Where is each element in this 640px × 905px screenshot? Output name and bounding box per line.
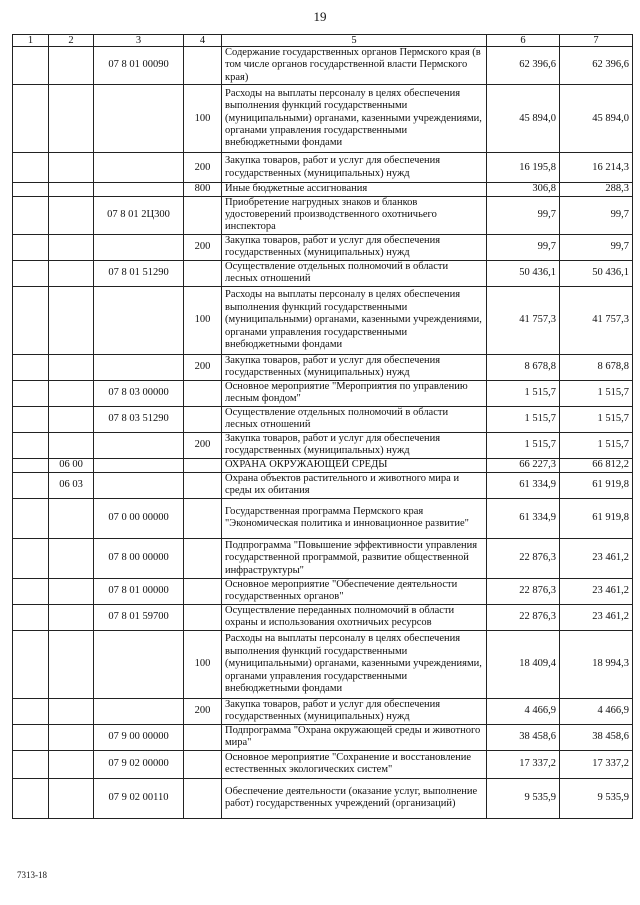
target-article-code [94,153,184,183]
column-header: 2 [49,35,94,47]
table-row [13,153,633,183]
subsection-code [49,778,94,818]
section-code [13,153,49,183]
description: Расходы на выплаты персоналу в целях обеспечения выполнения функций государственными (муниципальными) органами, казенными учреждениями, органами управления государственными внебюджетными фондами [222,286,487,354]
amount-2019: 61 334,9 [487,472,560,498]
description: Охрана объектов растительного и животного мира и среды их обитания [222,472,487,498]
amount-2020: 38 458,6 [560,724,633,750]
table-row [13,286,633,354]
subsection-code [49,260,94,286]
expense-type-code [184,604,222,630]
subsection-code [49,750,94,778]
target-article-code [94,698,184,724]
expense-type-code [184,196,222,234]
subsection-code [49,538,94,578]
amount-2019: 45 894,0 [487,85,560,153]
amount-2019: 61 334,9 [487,498,560,538]
amount-2020: 99,7 [560,196,633,234]
amount-2019: 1 515,7 [487,406,560,432]
section-code [13,47,49,85]
amount-2019: 66 227,3 [487,458,560,472]
amount-2019: 99,7 [487,196,560,234]
subsection-code [49,286,94,354]
amount-2019: 22 876,3 [487,578,560,604]
expense-type-code [184,260,222,286]
description: Закупка товаров, работ и услуг для обеспечения государственных (муниципальных) нужд [222,153,487,183]
expense-type-code: 100 [184,286,222,354]
target-article-code: 07 8 03 00000 [94,380,184,406]
section-code [13,538,49,578]
section-code [13,724,49,750]
table-row [13,85,633,153]
target-article-code: 07 8 01 00090 [94,47,184,85]
subsection-code [49,85,94,153]
section-code [13,85,49,153]
table-row [13,183,633,196]
amount-2020: 23 461,2 [560,538,633,578]
amount-2020: 61 919,8 [560,498,633,538]
expense-type-code [184,578,222,604]
description: Расходы на выплаты персоналу в целях обеспечения выполнения функций государственными (муниципальными) органами, казенными учреждениями, органами управления государственными внебюджетными фондами [222,630,487,698]
target-article-code [94,432,184,458]
amount-2019: 1 515,7 [487,432,560,458]
target-article-code: 07 8 01 2Ц300 [94,196,184,234]
expense-type-code [184,472,222,498]
description: Основное мероприятие "Мероприятия по управлению лесным фондом" [222,380,487,406]
description: Подпрограмма "Повышение эффективности управления государственной программой, развитие общественной инфраструктуры" [222,538,487,578]
description: Закупка товаров, работ и услуг для обеспечения государственных (муниципальных) нужд [222,698,487,724]
expense-type-code [184,724,222,750]
section-code [13,604,49,630]
target-article-code: 07 9 00 00000 [94,724,184,750]
description: Осуществление переданных полномочий в области охраны и использования охотничьих ресурсов [222,604,487,630]
amount-2019: 22 876,3 [487,604,560,630]
amount-2020: 45 894,0 [560,85,633,153]
section-code [13,260,49,286]
expense-type-code: 200 [184,354,222,380]
amount-2020: 99,7 [560,234,633,260]
table-row [13,354,633,380]
section-code [13,458,49,472]
section-code [13,196,49,234]
amount-2019: 50 436,1 [487,260,560,286]
expense-type-code [184,380,222,406]
table-row [13,750,633,778]
budget-table [12,34,633,819]
description: Содержание государственных органов Пермского края (в том числе органов государственной власти Пермского края) [222,47,487,85]
amount-2019: 1 515,7 [487,380,560,406]
description: Подпрограмма "Охрана окружающей среды и животного мира" [222,724,487,750]
table-row [13,472,633,498]
table-row [13,260,633,286]
subsection-code [49,196,94,234]
amount-2020: 4 466,9 [560,698,633,724]
table-row [13,196,633,234]
table-row [13,778,633,818]
amount-2020: 18 994,3 [560,630,633,698]
description: Иные бюджетные ассигнования [222,183,487,196]
description: Государственная программа Пермского края "Экономическая политика и инновационное развитие" [222,498,487,538]
amount-2020: 1 515,7 [560,380,633,406]
description: Приобретение нагрудных знаков и бланков удостоверений производственного охотничьего инспектора [222,196,487,234]
expense-type-code: 100 [184,630,222,698]
section-code [13,354,49,380]
amount-2020: 1 515,7 [560,406,633,432]
description: Закупка товаров, работ и услуг для обеспечения государственных (муниципальных) нужд [222,354,487,380]
amount-2020: 62 396,6 [560,47,633,85]
subsection-code [49,604,94,630]
amount-2020: 61 919,8 [560,472,633,498]
section-code [13,778,49,818]
expense-type-code: 800 [184,183,222,196]
section-code [13,630,49,698]
expense-type-code [184,47,222,85]
amount-2019: 17 337,2 [487,750,560,778]
amount-2020: 41 757,3 [560,286,633,354]
amount-2020: 16 214,3 [560,153,633,183]
section-code [13,234,49,260]
amount-2019: 38 458,6 [487,724,560,750]
table-row [13,498,633,538]
column-header: 6 [487,35,560,47]
table-row [13,604,633,630]
table-row [13,380,633,406]
page-number: 19 [313,9,327,24]
subsection-code [49,153,94,183]
section-code [13,432,49,458]
description: Закупка товаров, работ и услуг для обеспечения государственных (муниципальных) нужд [222,234,487,260]
expense-type-code [184,538,222,578]
description: ОХРАНА ОКРУЖАЮЩЕЙ СРЕДЫ [222,458,487,472]
column-header: 3 [94,35,184,47]
description: Осуществление отдельных полномочий в области лесных отношений [222,406,487,432]
target-article-code [94,354,184,380]
section-code [13,183,49,196]
section-code [13,750,49,778]
subsection-code [49,578,94,604]
target-article-code: 07 0 00 00000 [94,498,184,538]
expense-type-code: 200 [184,432,222,458]
amount-2019: 4 466,9 [487,698,560,724]
amount-2020: 1 515,7 [560,432,633,458]
target-article-code: 07 8 00 00000 [94,538,184,578]
amount-2020: 23 461,2 [560,578,633,604]
description: Обеспечение деятельности (оказание услуг, выполнение работ) государственных учреждений (организаций) [222,778,487,818]
expense-type-code: 100 [184,85,222,153]
table-row [13,406,633,432]
subsection-code [49,354,94,380]
table-row [13,698,633,724]
expense-type-code: 200 [184,153,222,183]
subsection-code [49,724,94,750]
subsection-code [49,498,94,538]
target-article-code: 07 8 03 51290 [94,406,184,432]
section-code [13,406,49,432]
expense-type-code [184,750,222,778]
amount-2020: 23 461,2 [560,604,633,630]
section-code [13,578,49,604]
target-article-code: 07 8 01 59700 [94,604,184,630]
subsection-code: 06 03 [49,472,94,498]
section-code [13,380,49,406]
expense-type-code [184,498,222,538]
description: Расходы на выплаты персоналу в целях обеспечения выполнения функций государственными (муниципальными) органами, казенными учреждениями, органами управления государственными внебюджетными фондами [222,85,487,153]
amount-2019: 99,7 [487,234,560,260]
subsection-code [49,47,94,85]
target-article-code [94,472,184,498]
amount-2020: 66 812,2 [560,458,633,472]
amount-2019: 8 678,8 [487,354,560,380]
amount-2020: 9 535,9 [560,778,633,818]
document-code: 7313-18 [17,870,47,880]
amount-2019: 306,8 [487,183,560,196]
subsection-code [49,380,94,406]
target-article-code [94,630,184,698]
column-header: 5 [222,35,487,47]
section-code [13,498,49,538]
amount-2019: 18 409,4 [487,630,560,698]
amount-2019: 62 396,6 [487,47,560,85]
expense-type-code: 200 [184,234,222,260]
target-article-code [94,183,184,196]
table-header-row [13,35,633,47]
subsection-code [49,698,94,724]
table-row [13,630,633,698]
target-article-code: 07 8 01 00000 [94,578,184,604]
target-article-code: 07 9 02 00110 [94,778,184,818]
amount-2020: 8 678,8 [560,354,633,380]
table-row [13,432,633,458]
description: Закупка товаров, работ и услуг для обеспечения государственных (муниципальных) нужд [222,432,487,458]
subsection-code: 06 00 [49,458,94,472]
subsection-code [49,183,94,196]
table-row [13,724,633,750]
target-article-code: 07 9 02 00000 [94,750,184,778]
description: Осуществление отдельных полномочий в области лесных отношений [222,260,487,286]
amount-2019: 16 195,8 [487,153,560,183]
subsection-code [49,234,94,260]
target-article-code [94,85,184,153]
target-article-code: 07 8 01 51290 [94,260,184,286]
amount-2020: 17 337,2 [560,750,633,778]
target-article-code [94,458,184,472]
section-code [13,472,49,498]
amount-2020: 288,3 [560,183,633,196]
expense-type-code [184,406,222,432]
table-row [13,47,633,85]
amount-2019: 41 757,3 [487,286,560,354]
expense-type-code [184,778,222,818]
section-code [13,698,49,724]
amount-2019: 9 535,9 [487,778,560,818]
table-row [13,458,633,472]
column-header: 4 [184,35,222,47]
subsection-code [49,630,94,698]
table-row [13,538,633,578]
expense-type-code [184,458,222,472]
target-article-code [94,234,184,260]
subsection-code [49,406,94,432]
column-header: 7 [560,35,633,47]
description: Основное мероприятие "Сохранение и восстановление естественных экологических систем" [222,750,487,778]
amount-2020: 50 436,1 [560,260,633,286]
subsection-code [49,432,94,458]
table-row [13,234,633,260]
description: Основное мероприятие "Обеспечение деятельности государственных органов" [222,578,487,604]
target-article-code [94,286,184,354]
amount-2019: 22 876,3 [487,538,560,578]
column-header: 1 [13,35,49,47]
expense-type-code: 200 [184,698,222,724]
table-row [13,578,633,604]
section-code [13,286,49,354]
